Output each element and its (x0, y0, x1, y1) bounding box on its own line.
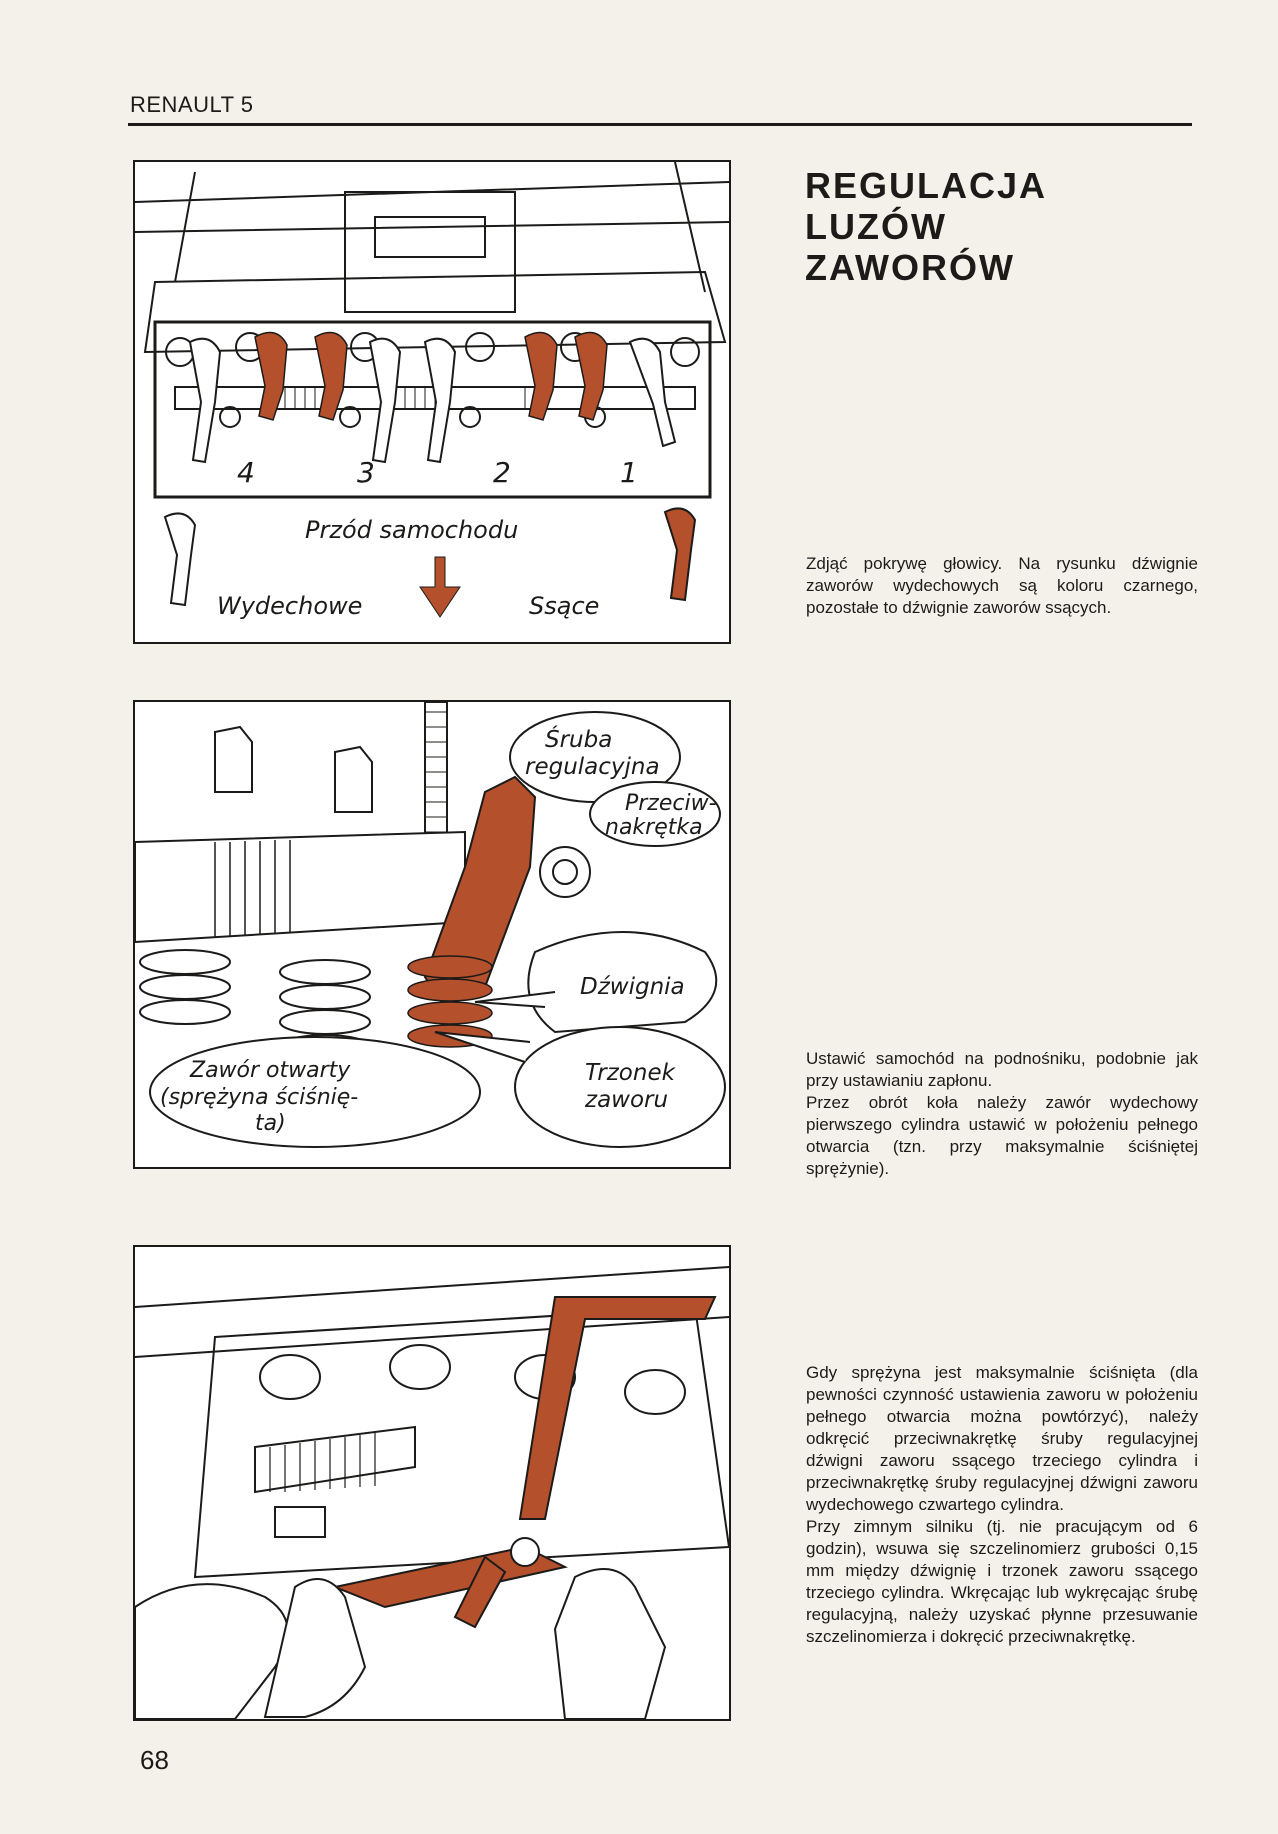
callout-valve-open: ta) (255, 1111, 286, 1136)
paragraph-text: Gdy sprężyna jest maksymalnie ściśnięta (dla pewności czynność ustawienia zaworu w położeniu pełnego otwarcia można powtórzyć), należy odkręcić przeciwnakrętkę śruby regulacyjnej dźwigni zaworu ssącego trzeciego cylindra i przeciwnakrętkę śruby regulacyjnej dźwigni zaworu wydechowego czwartego cylindra. (806, 1363, 1198, 1514)
paragraph-text: Przy zimnym silniku (tj. nie pracującym od 6 godzin), wsuwa się szczelinomierz grubości 0,15 mm między dźwignię i trzonek zaworu ssącego trzeciego cylindra. Wkręcając lub wykręcając śrubę regulacyjną, należy uzyskać płynne przesuwanie szczelinomierza i dokręcić przeciwnakrętkę. (806, 1517, 1198, 1646)
paragraph-adjust-clearance (806, 1362, 1198, 1648)
callout-adjusting-screw: regulacyjna (525, 754, 660, 780)
page-number: 68 (140, 1745, 169, 1775)
exhaust-label: Wydechowe (217, 592, 363, 620)
section-title-line: REGULACJA (805, 165, 1048, 206)
front-of-car-label: Przód samochodu (305, 516, 519, 544)
callout-valve-open: Zawór otwarty (190, 1058, 351, 1083)
paragraph-text: Przez obrót koła należy zawór wydechowy pierwszego cylindra ustawić w położeniu pełnego otwarcia (tzn. przy maksymalnie ściśniętej sprężynie). (806, 1093, 1198, 1178)
paragraph-remove-cover (806, 553, 1198, 619)
adjuster-closeup-illustration (135, 702, 729, 1167)
section-title-line: ZAWORÓW (805, 247, 1015, 288)
callout-adjusting-screw: Śruba (545, 727, 613, 753)
cylinder-number: 3 (357, 456, 375, 489)
section-title (805, 165, 1155, 288)
paragraph-position-valve (806, 1048, 1198, 1180)
callout-valve-open: (sprężyna ściśnię- (160, 1085, 359, 1110)
intake-label: Ssące (529, 592, 600, 620)
feeler-gauge-illustration (135, 1247, 729, 1719)
cylinder-number: 1 (620, 456, 638, 489)
figure-adjuster-closeup (133, 700, 731, 1169)
paragraph-text: Zdjąć pokrywę głowicy. Na rysunku dźwignie zaworów wydechowych są koloru czarnego, pozostałe to dźwignie zaworów ssących. (806, 554, 1198, 617)
callout-valve-stem: Trzonek (585, 1060, 675, 1086)
section-title-line: LUZÓW (805, 206, 947, 247)
callout-rocker: Dźwignia (580, 974, 685, 1000)
running-header: RENAULT 5 (130, 92, 254, 117)
callout-locknut: Przeciw- (625, 791, 717, 816)
figure-feeler-gauge (133, 1245, 731, 1721)
paragraph-text: Ustawić samochód na podnośniku, podobnie jak przy ustawianiu zapłonu. (806, 1049, 1198, 1090)
callout-valve-stem: zaworu (585, 1087, 669, 1113)
cylinder-number: 2 (493, 456, 511, 489)
figure-rocker-overview (133, 160, 731, 644)
header-rule (128, 123, 1192, 126)
rocker-overview-illustration (135, 162, 729, 642)
callout-locknut: nakrętka (605, 815, 703, 840)
cylinder-number: 4 (237, 456, 255, 489)
